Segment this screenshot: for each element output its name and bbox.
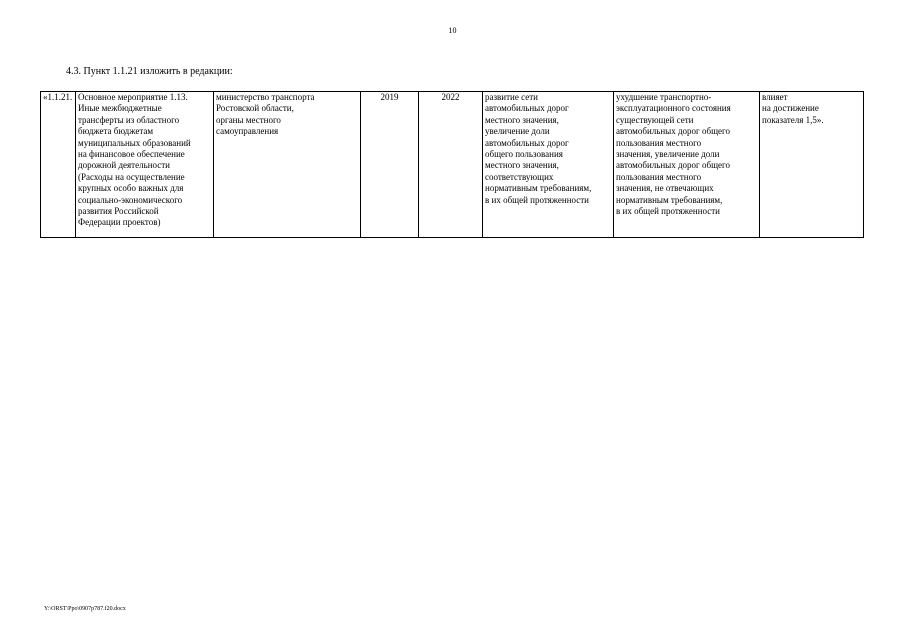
footer-file-path: Y:\ORST\Ppo\0907p787.f20.docx [44, 606, 126, 612]
cell-result: развитие сети автомобильных дорог местного значения, увеличение доли автомобильных дорог общего пользования местного значения, соответствующих нормативным требованиям, в их общей протяженности [483, 92, 614, 238]
cell-consequence: ухудшение транспортно- эксплуатационного состояния существующей сети автомобильных дорог общего пользования местного значения, увеличение доли автомобильных дорог общего пользования местного значения, не отвечающих нормативным требованиям, в их общей протяженности [614, 92, 760, 238]
cell-start-year: 2019 [361, 92, 419, 238]
page-number: 10 [448, 26, 457, 35]
measures-table [40, 91, 864, 238]
cell-indicator: влияет на достижение показателя 1,5». [760, 92, 864, 238]
intro-text: 4.3. Пункт 1.1.21 изложить в редакции: [66, 66, 233, 77]
table-row [41, 92, 864, 238]
cell-name: Основное мероприятие 1.13. Иные межбюджетные трансферты из областного бюджета бюджетам муниципальных образований на финансовое обеспечение дорожной деятельности (Расходы на осуществление крупных особо важных для социально-экономического развития Российской Федерации проектов) [76, 92, 214, 238]
cell-end-year: 2022 [419, 92, 483, 238]
cell-executor: министерство транспорта Ростовской области, органы местного самоуправления [214, 92, 361, 238]
cell-number: «1.1.21. [41, 92, 76, 238]
